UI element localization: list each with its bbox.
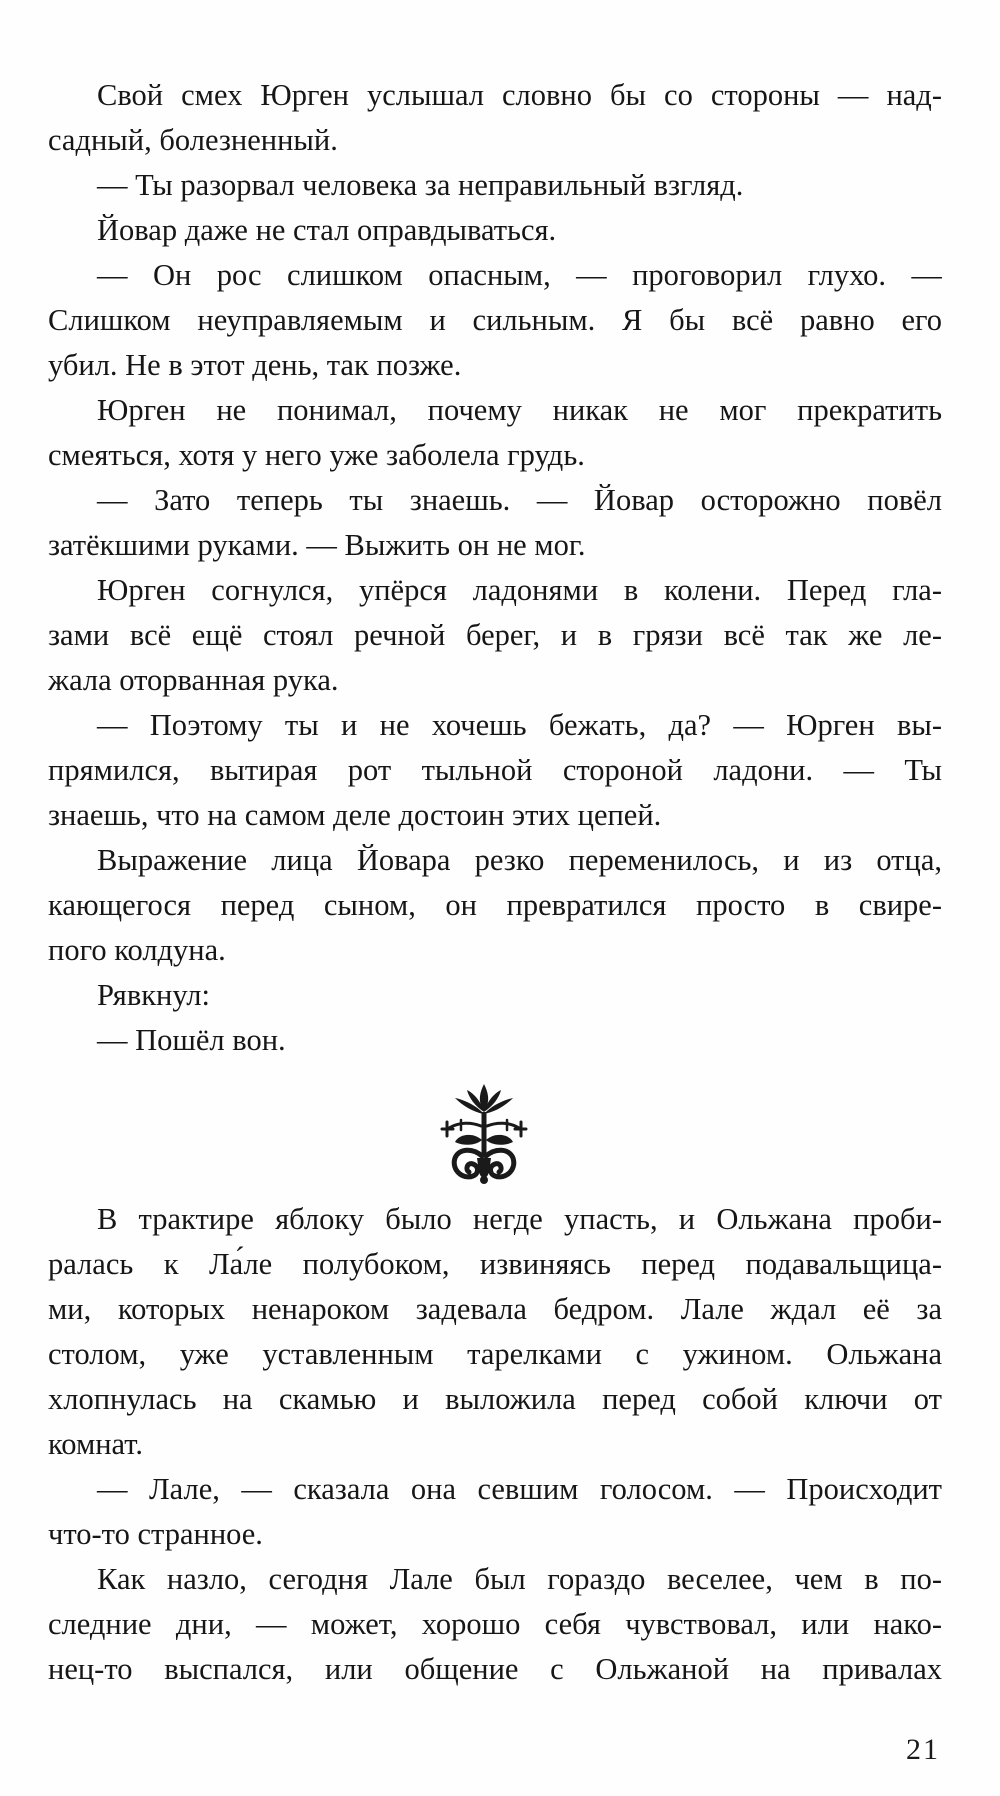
text-line: — Ты разорвал человека за неправильный взгляд. [97, 168, 744, 202]
text-line: убил. Не в этот день, так позже. [48, 348, 462, 382]
text-line: нец-то выспался, или общение с Ольжаной на привалах [48, 1652, 942, 1686]
text-block-bottom [48, 1197, 942, 1692]
text-line: — Пошёл вон. [97, 1023, 286, 1057]
text-line: зами всё ещё стоял речной берег, и в грязи всё так же ле- [48, 618, 942, 652]
text-line: Свой смех Юрген услышал словно бы со стороны — над- [97, 78, 942, 112]
text-line: Йовар даже не стал оправдываться. [97, 213, 557, 247]
text-line: В трактире яблоку было негде упасть, и Ольжана проби- [97, 1202, 942, 1236]
text-line: прямился, вытирая рот тыльной стороной ладони. — Ты [48, 753, 942, 787]
ornament-flower-icon [433, 1082, 535, 1186]
text-line: Выражение лица Йовара резко переменилось, и из отца, [97, 843, 942, 877]
text-line: затёкшими руками. — Выжить он не мог. [48, 528, 586, 562]
text-line: хлопнулась на скамью и выложила перед собой ключи от [48, 1382, 942, 1416]
text-line: Слишком неуправляемым и сильным. Я бы всё равно его [48, 303, 942, 337]
text-line: ралась к Ла́ле полубоком, извиняясь перед подавальщица- [48, 1247, 942, 1281]
text-line: — Поэтому ты и не хочешь бежать, да? — Юрген вы- [97, 708, 942, 742]
page-number: 21 [906, 1733, 940, 1766]
text-line: ми, которых ненароком задевала бедром. Лале ждал её за [48, 1292, 942, 1326]
text-line: пого колдуна. [48, 933, 226, 967]
text-line: смеяться, хотя у него уже заболела грудь. [48, 438, 585, 472]
text-line: следние дни, — может, хорошо себя чувствовал, или нако- [48, 1607, 942, 1641]
text-line: комнат. [48, 1427, 143, 1461]
text-line: Юрген не понимал, почему никак не мог прекратить [97, 393, 942, 427]
text-block-top [48, 73, 942, 1063]
text-line: жала оторванная рука. [48, 663, 339, 697]
text-line: Рявкнул: [97, 978, 210, 1012]
text-line: что-то странное. [48, 1517, 263, 1551]
text-line: кающегося перед сыном, он превратился просто в свире- [48, 888, 942, 922]
text-line: Как назло, сегодня Лале был гораздо веселее, чем в по- [97, 1562, 942, 1596]
text-line: знаешь, что на самом деле достоин этих цепей. [48, 798, 662, 832]
text-line: — Зато теперь ты знаешь. — Йовар осторожно повёл [97, 483, 942, 517]
text-line: — Лале, — сказала она севшим голосом. — Происходит [97, 1472, 942, 1506]
text-line: Юрген согнулся, упёрся ладонями в колени. Перед гла- [97, 573, 942, 607]
text-line: садный, болезненный. [48, 123, 338, 157]
text-line: — Он рос слишком опасным, — проговорил глухо. — [97, 258, 942, 292]
text-line: столом, уже уставленным тарелками с ужином. Ольжана [48, 1337, 942, 1371]
